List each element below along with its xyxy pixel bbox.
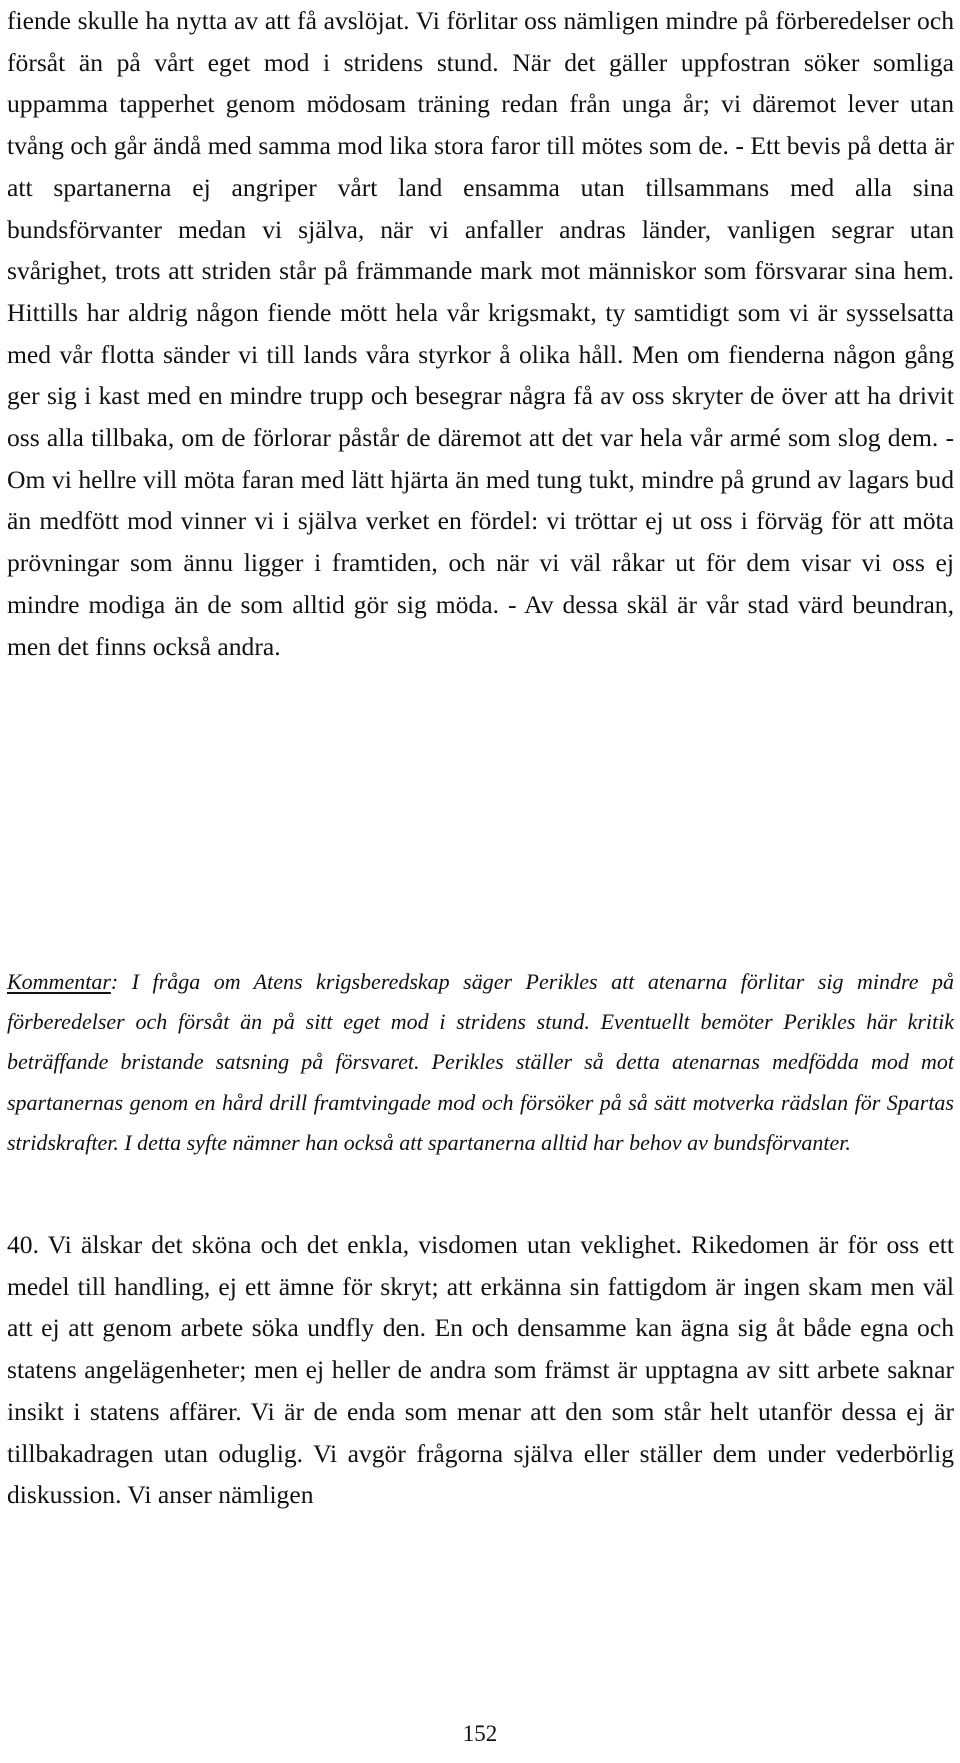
commentary-paragraph xyxy=(7,962,954,1163)
commentary-label: Kommentar xyxy=(7,969,111,994)
continued-paragraph: fiende skulle ha nytta av att få avslöjat. Vi förlitar oss nämligen mindre på förberedelser och försåt än på vårt eget mod i stridens stund. När det gäller uppfostran söker somliga uppamma tapperhet genom mödosam träning redan från unga år; vi däremot lever utan tvång och går ändå med samma mod lika stora faror till mötes som de. - Ett bevis på detta är att spartanerna ej angriper vårt land ensamma utan tillsammans med alla sina bundsförvanter medan vi själva, när vi anfaller andras länder, vanligen segrar utan svårighet, trots att striden står på främmande mark mot människor som försvarar sina hem. Hittills har aldrig någon fiende mött hela vår krigsmakt, ty samtidigt som vi är sysselsatta med vår flotta sänder vi till lands våra styrkor å olika håll. Men om fienderna någon gång ger sig i kast med en mindre trupp och besegrar några få av oss skryter de över att ha drivit oss alla tillbaka, om de förlorar påstår de däremot att det var hela vår armé som slog dem. - Om vi hellre vill möta faran med lätt hjärta än med tung tukt, mindre på grund av lagars bud än medfött mod vinner vi i själva verket en fördel: vi tröttar ej ut oss i förväg för att möta prövningar som ännu ligger i framtiden, och när vi väl råkar ut för dem visar vi oss ej mindre modiga än de som alltid gör sig möda. - Av dessa skäl är vår stad värd beundran, men det finns också andra. xyxy=(7,6,954,661)
commentary-text: : I fråga om Atens krigsberedskap säger Perikles att atenarna förlitar sig mindre på förberedelser och försåt än på sitt eget mod i stridens stund. Eventuellt bemöter Perikles här kritik beträffande bristande satsning på försvaret. Perikles ställer så detta atenarnas medfödda mod mot spartanernas genom en hård drill framtvingade mod och försöker på så sätt motverka rädslan för Spartas stridskrafter. I detta syfte nämner han också att spartanerna alltid har behov av bundsförvanter. xyxy=(7,969,954,1155)
section-40-paragraph: 40. Vi älskar det sköna och det enkla, visdomen utan veklighet. Rikedomen är för oss ett medel till handling, ej ett ämne för skryt; att erkänna sin fattigdom är ingen skam men väl att ej att genom arbete söka undfly den. En och densamme kan ägna sig åt både egna och statens angelägenheter; men ej heller de andra som främst är upptagna av sitt arbete saknar insikt i statens affärer. Vi är de enda som menar att den som står helt utanför dessa ej är tillbakadragen utan oduglig. Vi avgör frågorna själva eller ställer dem under vederbörlig diskussion. Vi anser nämligen xyxy=(7,1230,954,1510)
page-number: 152 xyxy=(462,1721,498,1746)
